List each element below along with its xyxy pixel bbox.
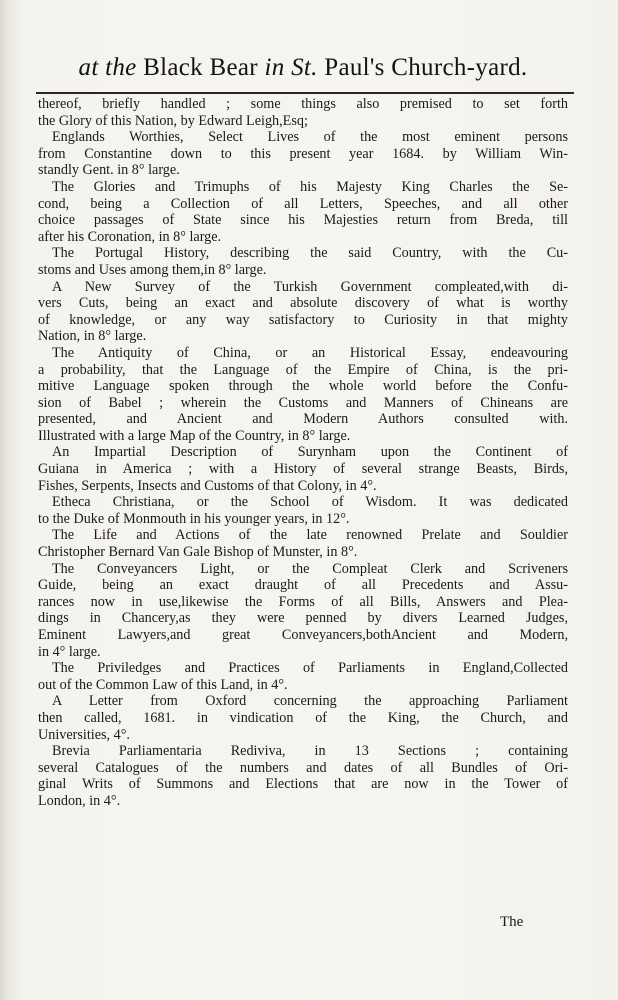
entry-line: rances now in use,likewise the Forms of all Bills, Answers and Plea-	[38, 593, 568, 610]
entry-line: thereof, briefly handled ; some things also premised to set forth	[38, 96, 568, 112]
entry-line: Etheca Christiana, or the School of Wisdom. It was dedicated	[52, 494, 568, 511]
entry-line: The Glories and Trimuphs of his Majesty King Charles the Se-	[52, 178, 568, 195]
catalogue-entry	[38, 660, 568, 693]
catalogue-entry	[38, 279, 568, 345]
entry-line: A New Survey of the Turkish Government compleated,with di-	[52, 278, 568, 295]
entry-line: Englands Worthies, Select Lives of the most eminent persons	[52, 129, 568, 146]
catalogue-body	[38, 96, 568, 810]
entry-line: The Portugal History, describing the said Country, with the Cu-	[52, 245, 568, 262]
header-place: St.	[291, 54, 318, 81]
entry-line: ginal Writs of Summons and Elections that are now in the Tower of	[38, 776, 568, 793]
entry-line: the Glory of this Nation, by Edward Leigh,Esq;	[38, 112, 308, 129]
entry-line: Universities, 4°.	[38, 726, 130, 743]
entry-line: of knowledge, or any way satisfactory to Curiosity in that mighty	[38, 311, 568, 328]
header-mid: in	[264, 54, 285, 81]
entry-line: to the Duke of Monmouth in his younger years, in 12°.	[38, 510, 350, 527]
catalogue-entry	[38, 179, 568, 245]
entry-line: Guide, being an exact draught of all Precedents and Assu-	[38, 577, 568, 594]
entry-line: A Letter from Oxford concerning the approaching Parliament	[52, 693, 568, 710]
catalogue-entry	[38, 743, 568, 809]
catalogue-entry	[38, 527, 568, 560]
entry-line: in 4° large.	[38, 643, 101, 660]
entry-line: The Priviledges and Practices of Parliaments in England,Collected	[52, 660, 568, 677]
entry-line: Fishes, Serpents, Insects and Customs of that Colony, in 4°.	[38, 477, 377, 494]
entry-line: choice passages of State since his Majesties return from Breda, till	[38, 212, 568, 229]
entry-line: standly Gent. in 8° large.	[38, 162, 180, 179]
entry-line: cond, being a Collection of all Letters, Speeches, and all other	[38, 195, 568, 212]
header-rule	[36, 92, 574, 94]
header-prefix: at the	[78, 54, 137, 81]
catalogue-entry	[38, 245, 568, 278]
entry-line: dings in Chancery,as they were penned by divers Learned Judges,	[38, 610, 568, 627]
entry-line: The Antiquity of China, or an Historical Essay, endeavouring	[52, 344, 568, 361]
entry-line: Guiana in America ; with a History of several strange Beasts, Birds,	[38, 461, 568, 478]
entry-line: The Conveyancers Light, or the Compleat Clerk and Scriveners	[52, 560, 568, 577]
entry-line: stoms and Uses among them,in 8° large.	[38, 261, 267, 278]
entry-line: London, in 4°.	[38, 792, 121, 809]
catalogue-entry	[38, 345, 568, 445]
catalogue-entry	[38, 561, 568, 661]
entry-line: sion of Babel ; wherein the Customs and Manners of Chineans are	[38, 394, 568, 411]
entry-line: The Life and Actions of the late renowned Prelate and Souldier	[52, 527, 568, 544]
entry-line: Christopher Bernard Van Gale Bishop of Munster, in 8°.	[38, 544, 358, 561]
header-name: Black Bear	[143, 54, 258, 81]
entry-line: Illustrated with a large Map of the Country, in 8° large.	[38, 427, 351, 444]
entry-line: vers Cuts, being an exact and absolute discovery of what is worthy	[38, 295, 568, 312]
entry-line: then called, 1681. in vindication of the King, the Church, and	[38, 709, 568, 726]
entry-line: Eminent Lawyers,and great Conveyancers,bothAncient and Modern,	[38, 627, 568, 643]
running-header	[38, 48, 568, 88]
entry-line: Brevia Parliamentaria Rediviva, in 13 Sections ; containing	[52, 743, 568, 760]
catalogue-entry	[38, 129, 568, 179]
catalogue-entry	[38, 494, 568, 527]
catalogue-entry	[38, 693, 568, 743]
header-rest: Paul's Church-yard.	[324, 54, 528, 81]
catalogue-entry	[38, 444, 568, 494]
entry-line: Nation, in 8° large.	[38, 328, 147, 345]
entry-line: from Constantine down to this present year 1684. by William Win-	[38, 145, 568, 162]
entry-line: a probability, that the Language of the Empire of China, is the pri-	[38, 361, 568, 378]
entry-line: An Impartial Description of Surynham upon the Continent of	[52, 444, 568, 461]
entry-line: out of the Common Law of this Land, in 4°.	[38, 676, 288, 693]
catalogue-entry	[38, 96, 568, 129]
entry-line: several Catalogues of the numbers and dates of all Bundles of Ori-	[38, 759, 568, 776]
catchword: The	[500, 914, 524, 930]
entry-line: after his Coronation, in 8° large.	[38, 228, 222, 245]
entry-line: presented, and Ancient and Modern Authors consulted with.	[38, 411, 568, 428]
entry-line: mitive Language spoken through the whole world before the Confu-	[38, 378, 568, 395]
